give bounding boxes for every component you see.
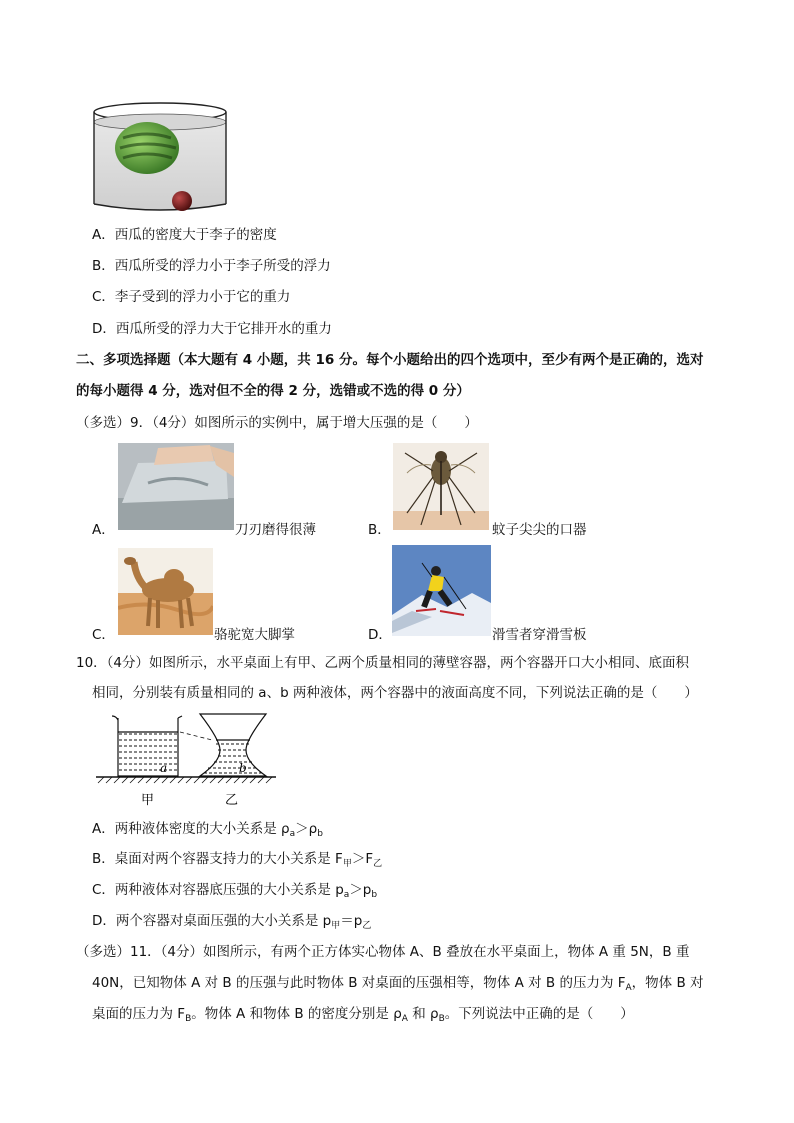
watermelon-plum-figure xyxy=(90,100,230,222)
q10-option-c-sub2: b xyxy=(371,890,378,900)
q11-line2-sub: A xyxy=(625,983,632,993)
container-jia-label: 甲 xyxy=(141,793,155,808)
q11-line2-end: ，物体 B 对 xyxy=(631,975,704,991)
q11-line3-mid2: 和 ρ xyxy=(407,1006,439,1022)
q9-option-b-caption: 蚊子尖尖的口器 xyxy=(492,522,587,538)
q10-option-d xyxy=(92,912,371,935)
q11-line3-mid: 。物体 A 和物体 B 的密度分别是 ρ xyxy=(191,1006,402,1022)
section2-header-line2: 的每小题得 4 分，选对但不全的得 2 分，选错或不选的得 0 分） xyxy=(76,383,470,399)
q10-option-a-text: A．两种液体密度的大小关系是 ρ xyxy=(92,821,290,837)
liquid-a-label: a xyxy=(160,761,168,775)
q10-option-c-text: C．两种液体对容器底压强的大小关系是 p xyxy=(92,882,344,898)
q11-stem-line1: （多选）11．（4分）如图所示，有两个正方体实心物体 A、B 叠放在水平桌面上，物体 A 重 5N，B 重 xyxy=(76,944,690,960)
q9-option-c-caption: 骆驼宽大脚掌 xyxy=(214,627,295,643)
q10-option-b xyxy=(92,850,382,873)
q11-line2-text: 40N，已知物体 A 对 B 的压强与此时物体 B 对桌面的压强相等，物体 A 对 B 的压力为 F xyxy=(92,975,626,991)
q9-option-a-letter: A． xyxy=(92,522,115,538)
section2-header-line1: 二、多项选择题（本大题有 4 小题，共 16 分。每个小题给出的四个选项中，至少有两个是正确的，选对 xyxy=(76,352,704,368)
q9-option-d-caption: 滑雪者穿滑雪板 xyxy=(492,627,587,643)
q9-option-a-caption: 刀刃磨得很薄 xyxy=(235,522,316,538)
q10-stem-line2: 相同，分别装有质量相同的 a、b 两种液体，两个容器中的液面高度不同，下列说法正确的是（ ） xyxy=(92,685,698,701)
blade-sharpening-photo xyxy=(118,443,234,534)
q9-option-c-letter: C． xyxy=(92,627,115,643)
q9-stem: （多选）9．（4分）如图所示的实例中，属于增大压强的是（ ） xyxy=(76,415,478,431)
container-yi-label: 乙 xyxy=(225,793,239,808)
skier-photo xyxy=(392,545,491,640)
q10-option-c xyxy=(92,881,377,904)
q10-option-a xyxy=(92,820,323,843)
camel-photo xyxy=(118,548,213,639)
mosquito-photo xyxy=(393,443,489,534)
q11-line3-end: 。下列说法中正确的是（ ） xyxy=(444,1006,634,1022)
liquid-b-label: b xyxy=(239,761,247,775)
q10-option-b-sub2: 乙 xyxy=(373,859,383,869)
q8-option-b: B．西瓜所受的浮力小于李子所受的浮力 xyxy=(92,258,331,274)
q11-line3-sub3: B xyxy=(438,1014,445,1024)
q10-option-d-sub1: 甲 xyxy=(331,921,341,931)
q10-option-c-sub1: a xyxy=(343,890,350,900)
containers-diagram xyxy=(96,710,278,814)
q11-line3-text: 桌面的压力为 F xyxy=(92,1006,186,1022)
q8-option-a: A．西瓜的密度大于李子的密度 xyxy=(92,227,277,243)
q9-option-b-letter: B． xyxy=(368,522,391,538)
q10-option-d-text: D．两个容器对桌面压强的大小关系是 p xyxy=(92,913,332,929)
q11-stem-line3 xyxy=(92,1005,634,1028)
q11-line3-sub2: A xyxy=(401,1014,408,1024)
q10-option-c-relation: ＞p xyxy=(349,882,372,898)
q10-option-b-text: B．桌面对两个容器支持力的大小关系是 F xyxy=(92,851,343,867)
q11-stem-line2 xyxy=(92,974,704,997)
q11-line3-sub1: B xyxy=(185,1014,192,1024)
q10-option-b-relation: ＞F xyxy=(351,851,374,867)
q10-option-a-sub2: b xyxy=(317,829,323,839)
q10-option-a-relation: ＞ρ xyxy=(295,821,318,837)
q8-option-c: C．李子受到的浮力小于它的重力 xyxy=(92,289,291,305)
q8-option-d: D．西瓜所受的浮力大于它排开水的重力 xyxy=(92,321,332,337)
q10-stem-line1: 10．（4分）如图所示，水平桌面上有甲、乙两个质量相同的薄壁容器，两个容器开口大小相同、底面积 xyxy=(76,655,690,671)
q10-option-b-sub1: 甲 xyxy=(342,859,352,869)
q10-option-d-sub2: 乙 xyxy=(362,921,372,931)
q10-option-a-sub1: a xyxy=(289,829,296,839)
q10-option-d-relation: ＝p xyxy=(340,913,363,929)
q9-option-d-letter: D． xyxy=(368,627,392,643)
